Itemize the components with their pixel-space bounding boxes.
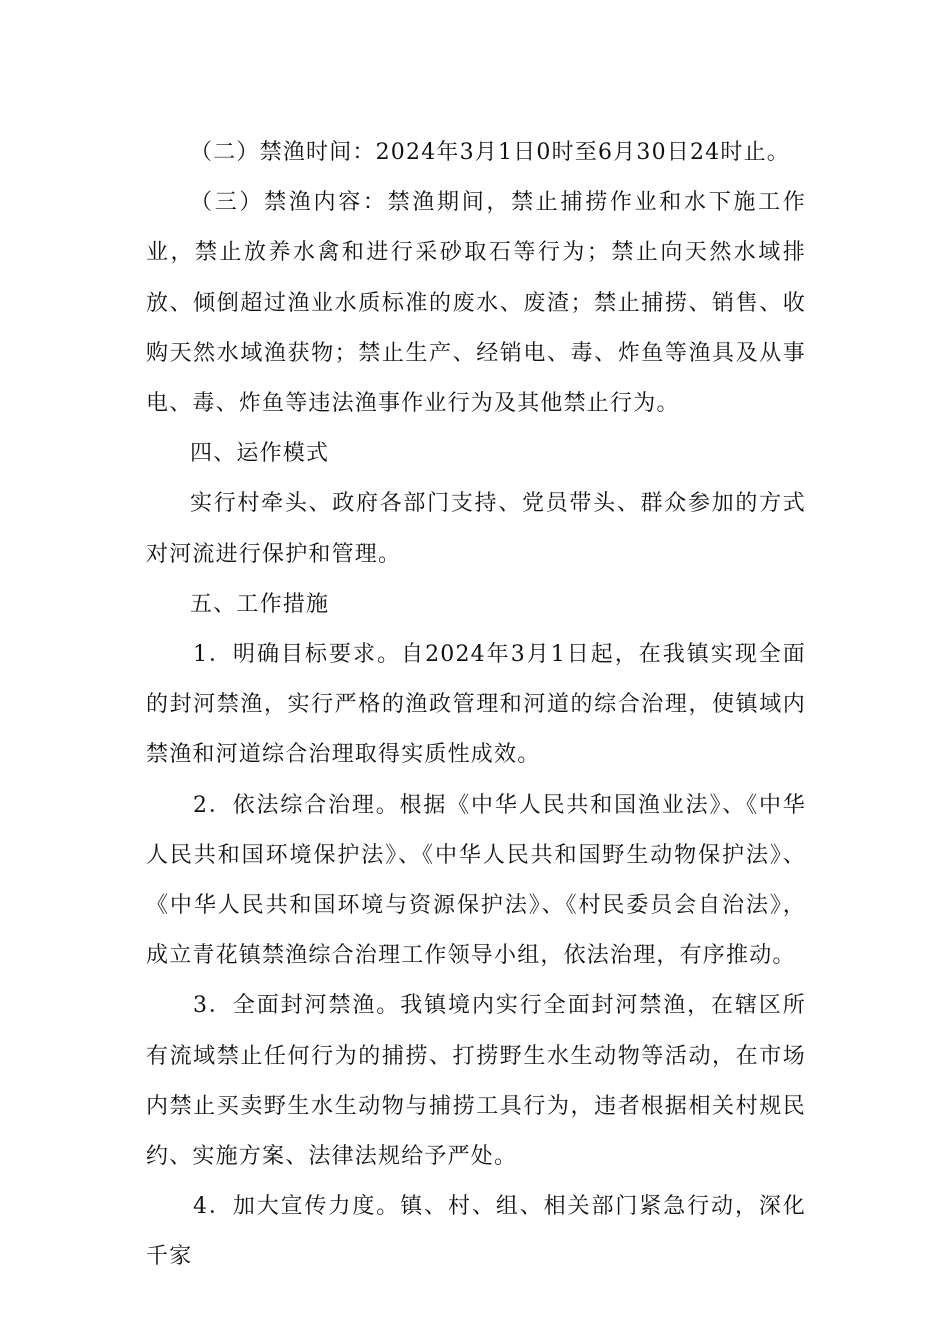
measure-item-1: 1．明确目标要求。自2024年3月1日起，在我镇实现全面的封河禁渔，实行严格的渔政管理和河道的综合治理，使镇域内禁渔和河道综合治理取得实质性成效。 [146,642,806,768]
document-body [146,128,806,1283]
section-heading-work-measures: 五、工作措施 [190,591,330,617]
section-heading-operation-mode: 四、运作模式 [190,441,330,467]
measure-item-3: 3．全面封河禁渔。我镇境内实行全面封河禁渔，在辖区所有流域禁止任何行为的捕捞、打捞野生水生动物等活动，在市场内禁止买卖野生水生动物与捕捞工具行为，违者根据相关村规民约、实施方案、法律法规给予严处。 [146,993,806,1170]
measure-item-4: 4．加大宣传力度。镇、村、组、相关部门紧急行动，深化千家 [146,1194,806,1270]
paragraph-operation-mode: 实行村牵头、政府各部门支持、党员带头、群众参加的方式对河流进行保护和管理。 [146,491,806,567]
paragraph-ban-content: （三）禁渔内容：禁渔期间，禁止捕捞作业和水下施工作业，禁止放养水禽和进行采砂取石等行为；禁止向天然水域排放、倾倒超过渔业水质标准的废水、废渣；禁止捕捞、销售、收购天然水域渔获物；禁止生产、经销电、毒、炸鱼等渔具及从事电、毒、炸鱼等违法渔事作业行为及其他禁止行为。 [146,190,806,417]
paragraph-ban-period: （二）禁渔时间：2024年3月1日0时至6月30日24时止。 [190,140,790,165]
measure-item-2: 2．依法综合治理。根据《中华人民共和国渔业法》、《中华人民共和国环境保护法》、《中华人民共和国野生动物保护法》、《中华人民共和国环境与资源保护法》、《村民委员会自治法》，成立青花镇禁渔综合治理工作领导小组，依法治理，有序推动。 [146,792,806,969]
